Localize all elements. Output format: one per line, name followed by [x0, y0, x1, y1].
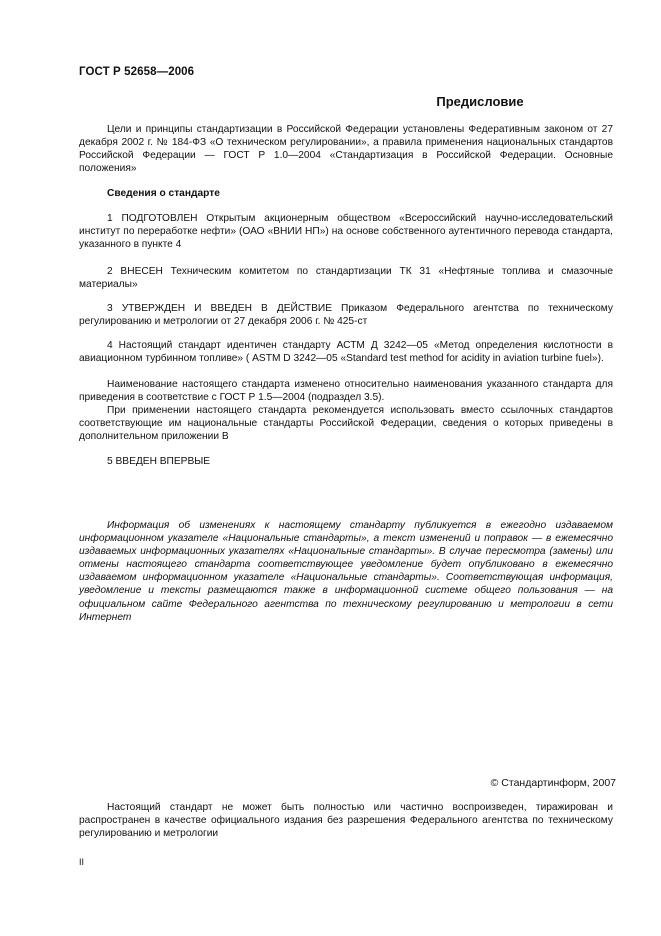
- intro-paragraph: Цели и принципы стандартизации в Российской Федерации установлены Федеративным законом от 27 декабря 2002 г. № 184-ФЗ «О техническом регулировании», а правила применения национальных стандартов Российской Федерации — ГОСТ Р 1.0—2004 «Стандартизация в Российской Федерации. Основные положения»: [79, 124, 613, 175]
- item-5-paragraph: 5 ВВЕДЕН ВПЕРВЫЕ: [107, 456, 211, 467]
- page-title: Предисловие: [436, 94, 524, 109]
- item-2-paragraph: 2 ВНЕСЕН Техническим комитетом по стандартизации ТК 31 «Нефтяные топлива и смазочные материалы»: [79, 266, 613, 291]
- item-4-paragraph: 4 Настоящий стандарт идентичен стандарту АСТМ Д 3242—05 «Метод определения кислотности в авиационном турбинном топливе» ( ASTM D 3242—05 «Standard test method for acidity in aviation turbine fuel»).: [79, 340, 613, 365]
- item-3-paragraph: 3 УТВЕРЖДЕН И ВВЕДЕН В ДЕЙСТВИЕ Приказом Федерального агентства по техническому регулированию и метрологии от 27 декабря 2006 г. № 425-ст: [79, 303, 613, 328]
- title-block: [79, 94, 613, 109]
- item-1-paragraph: 1 ПОДГОТОВЛЕН Открытым акционерным обществом «Всероссийский научно-исследовательский институт по переработке нефти» (ОАО «ВНИИ НП») на основе собственного аутентичного перевода стандарта, указанного в пункте 4: [79, 213, 613, 251]
- notice-paragraph: Информация об изменениях к настоящему стандарту публикуется в ежегодно издаваемом информационном указателе «Национальные стандарты», а текст изменений и поправок — в ежемесячно издаваемых информационных указателях «Национальные стандарты». В случае пересмотра (замены) или отмены настоящего стандарта соответствующее уведомление будет опубликовано в ежемесячно издаваемом информационном указателе «Национальные стандарты». Соответствующая информация, уведомление и тексты размещаются также в информационной системе общего пользования — на официальном сайте Федерального агентства по техническому регулированию и метрологии в сети Интернет: [79, 520, 613, 623]
- page-number: II: [79, 857, 85, 867]
- standard-code-header: ГОСТ Р 52658—2006: [79, 66, 195, 78]
- reproduction-paragraph: Настоящий стандарт не может быть полностью или частично воспроизведен, тиражирован и распространен в качестве официального издания без разрешения Федерального агентства по техническому регулированию и метрологии: [79, 802, 613, 840]
- item-4-references-paragraph: При применении настоящего стандарта рекомендуется использовать вместо ссылочных стандартов соответствующие им национальные стандарты Российской Федерации, сведения о которых приведены в дополнительном приложении В: [79, 405, 613, 443]
- section-heading: Сведения о стандарте: [107, 188, 220, 199]
- item-4-name-change-paragraph: Наименование настоящего стандарта изменено относительно наименования указанного стандарта для приведения в соответствие с ГОСТ Р 1.5—2004 (подраздел 3.5).: [79, 379, 613, 404]
- copyright-line: © Стандартинформ, 2007: [490, 777, 616, 789]
